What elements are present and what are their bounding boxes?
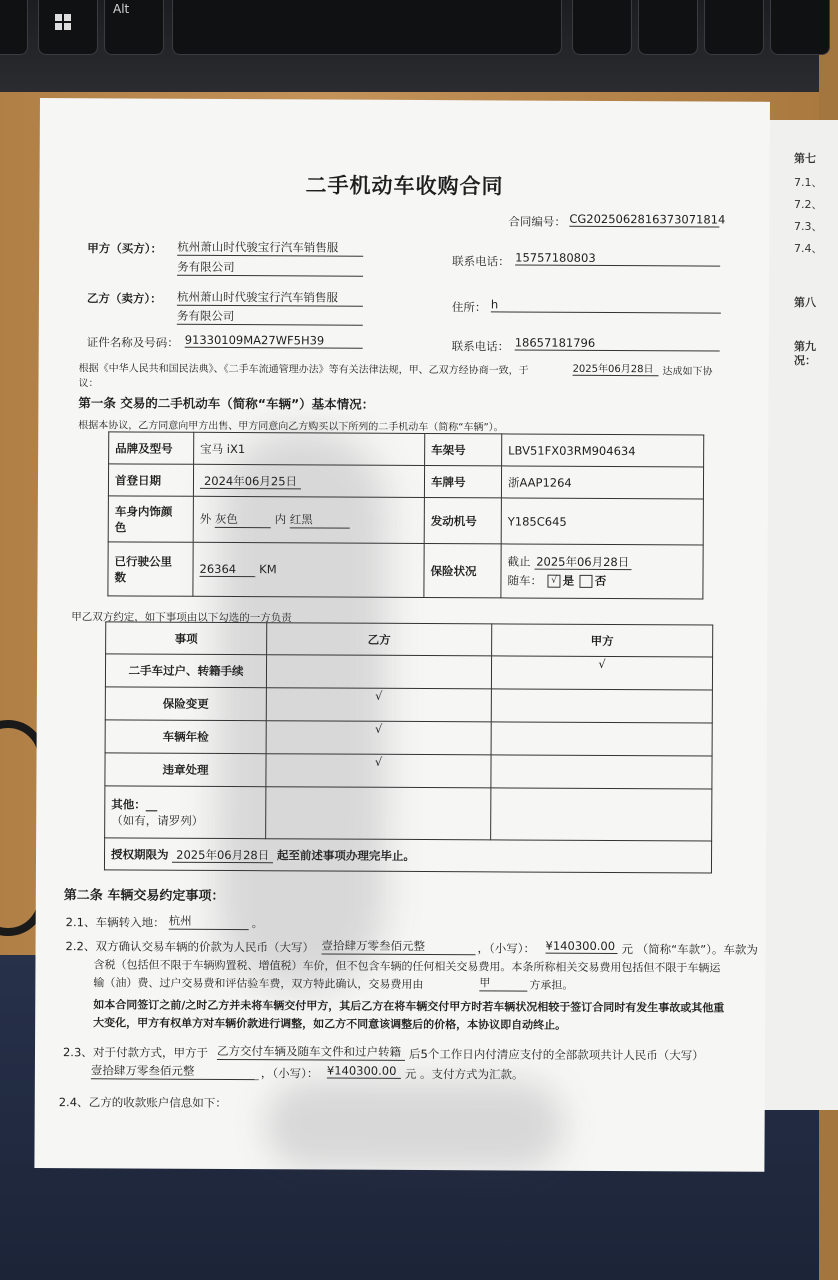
id-number: 91330109MA27WF5H39 bbox=[185, 333, 363, 349]
page2-line: 7.1、 bbox=[794, 176, 823, 189]
color-label-1: 车身内饰颜 bbox=[114, 503, 173, 519]
engine-label: 发动机号 bbox=[424, 498, 501, 544]
article1-intro: 根据本协议，乙方同意向甲方出售、甲方同意向乙方购买以下所列的二手机动车（简称“车辆”）。 bbox=[78, 420, 504, 434]
duty-b-mark: √ bbox=[266, 688, 491, 722]
alt-key bbox=[104, 0, 164, 55]
duty-header-b: 乙方 bbox=[267, 623, 492, 656]
reg-date-label: 首登日期 bbox=[108, 464, 193, 496]
price-uppercase: 壹拾肆万零叁佰元整 bbox=[322, 937, 476, 955]
contract-title: 二手机动车收购合同 bbox=[305, 173, 504, 199]
payment-condition: 乙方交付车辆及随车文件和过户转籍 bbox=[217, 1043, 405, 1061]
duty-item: 保险变更 bbox=[105, 687, 266, 721]
clause-2-2-text: 方承担。 bbox=[529, 978, 574, 992]
alt-key-label: Alt bbox=[113, 2, 130, 16]
insurance-until-date: 2025年06月28日 bbox=[534, 555, 631, 571]
duty-item: 车辆年检 bbox=[105, 720, 266, 754]
article1-title: 第一条 交易的二手机动车（简称“车辆”）基本情况： bbox=[78, 395, 375, 412]
other-note: （如有，请罗列） bbox=[111, 812, 204, 828]
contract-page bbox=[34, 98, 770, 1172]
with-car-label: 随车： bbox=[507, 573, 543, 588]
interior-color: 红黑 bbox=[290, 511, 350, 528]
party-b-address: h bbox=[491, 297, 721, 313]
windows-icon bbox=[55, 14, 71, 30]
duty-header-a: 甲方 bbox=[492, 624, 713, 657]
reg-date-value: 2024年06月25日 bbox=[200, 473, 301, 489]
plate-label: 车牌号 bbox=[424, 466, 501, 498]
duty-a-mark bbox=[491, 689, 712, 723]
exterior-label: 外 bbox=[199, 511, 212, 526]
no-checkbox[interactable] bbox=[580, 575, 593, 588]
hand-shadow bbox=[215, 429, 388, 990]
clause-2-2-text: 元 （简称“车款”）。车款为 bbox=[621, 942, 758, 957]
phone-label: 联系电话： bbox=[452, 254, 510, 269]
page2-line: 7.3、 bbox=[794, 220, 823, 233]
key bbox=[704, 0, 764, 55]
duty-b-mark: √ bbox=[266, 721, 491, 755]
no-label: 否 bbox=[594, 573, 607, 588]
party-a-name-1: 杭州萧山时代骏宝行汽车销售服 bbox=[177, 239, 363, 257]
clause-2-3-text: 后5个工作日内付清应支付的全部款项共计人民币（大写） bbox=[408, 1046, 704, 1063]
engine-value: Y185C645 bbox=[501, 498, 703, 545]
party-a-label: 甲方（买方）： bbox=[87, 241, 162, 256]
clause-2-2-bold: 大变化，甲方有权单方对车辆价款进行调整，如乙方不同意该调整后的价格，本协议即自动终止。 bbox=[93, 1016, 567, 1032]
payment-numeric: ¥140300.00 bbox=[327, 1064, 401, 1079]
key bbox=[638, 0, 698, 55]
hand-shadow bbox=[264, 1079, 564, 1171]
clause-number: 2.3、 bbox=[62, 1045, 93, 1060]
clause-2-3-end: 元 。支付方式为汇款。 bbox=[404, 1066, 524, 1082]
party-a-name-2: 务有限公司 bbox=[177, 259, 363, 277]
mileage-unit: KM bbox=[259, 562, 277, 577]
clause-number: 2.2、 bbox=[65, 939, 96, 954]
page2-line: 况： bbox=[794, 354, 816, 367]
page2-line: 第八 bbox=[794, 296, 816, 309]
duty-header-item: 事项 bbox=[106, 622, 267, 655]
clause-number: 2.1、 bbox=[65, 915, 96, 930]
insurance-cell bbox=[501, 544, 703, 599]
duty-a-mark bbox=[491, 722, 712, 756]
clause-number: 2.4、 bbox=[58, 1095, 89, 1110]
clause-2-2-text: 双方确认交易车辆的价款为人民币（大写） bbox=[95, 939, 315, 955]
plate-value: 浙AAP1264 bbox=[501, 466, 703, 499]
fee-payer: 甲 bbox=[479, 974, 527, 991]
clause-2-2-text: 含税（包括但不限于车辆购置税、增值税）车价，但不包含车辆的任何相关交易费用。本条所称相关交易费用包括但不限于车辆运 bbox=[93, 958, 721, 975]
preamble-text: 议： bbox=[78, 378, 99, 390]
mileage-value: 26364 bbox=[199, 562, 255, 577]
small-label: ，（小写）： bbox=[260, 1066, 319, 1081]
duty-a-mark bbox=[491, 755, 712, 789]
auth-tail: 起至前述事项办理完毕止。 bbox=[276, 847, 415, 863]
space-key bbox=[172, 0, 562, 55]
party-b-name-2: 务有限公司 bbox=[177, 308, 363, 326]
exterior-color: 灰色 bbox=[215, 511, 271, 528]
clause-2-2-bold: 如本合同签订之前/之时乙方并未将车辆交付甲方，其后乙方在将车辆交付甲方时若车辆状况相较于签订合同时有发生事故或其他重 bbox=[93, 998, 725, 1015]
keyboard bbox=[0, 0, 819, 92]
page2-line: 7.2、 bbox=[794, 198, 823, 211]
auth-label: 授权期限为 bbox=[111, 846, 169, 862]
price-numeric: ¥140300.00 bbox=[546, 939, 618, 954]
auth-cell bbox=[104, 838, 711, 873]
preamble-date: 2025年06月28日 bbox=[573, 360, 659, 376]
party-b-phone: 18657181796 bbox=[515, 335, 720, 351]
insurance-until-label: 截止 bbox=[507, 554, 531, 569]
mileage-label-1: 已行驶公里 bbox=[114, 553, 173, 569]
party-a-phone: 15757180803 bbox=[515, 250, 720, 266]
party-b-label: 乙方（卖方）： bbox=[86, 291, 162, 306]
page2-line: 第七 bbox=[794, 152, 816, 165]
duty-intro: 甲乙双方约定，如下事项由以下勾选的一方负责 bbox=[71, 611, 292, 625]
small-label: ，（小写）： bbox=[477, 941, 536, 956]
duty-b-mark: √ bbox=[266, 754, 491, 788]
clause-2-4-text: 乙方的收款账户信息如下： bbox=[88, 1095, 227, 1110]
auth-date: 2025年06月28日 bbox=[172, 847, 273, 863]
page2-line: 第九 bbox=[794, 340, 816, 353]
vehicle-table bbox=[107, 431, 704, 599]
transfer-city: 杭州 bbox=[169, 913, 249, 930]
key bbox=[0, 0, 28, 55]
clause-2-1-end: 。 bbox=[251, 916, 264, 931]
color-label-cell bbox=[108, 496, 193, 542]
contract-number: CG2025062816373071814 bbox=[569, 211, 726, 227]
preamble-text: 达成如下协 bbox=[662, 366, 713, 378]
interior-label: 内 bbox=[274, 512, 287, 527]
duty-item: 违章处理 bbox=[105, 753, 266, 787]
article2-title: 第二条 车辆交易约定事项： bbox=[63, 888, 225, 904]
address-label: 住所： bbox=[451, 300, 487, 315]
key bbox=[572, 0, 632, 55]
clause-2-1-text: 车辆转入地： bbox=[95, 915, 165, 930]
frame-value: LBV51FX03RM904634 bbox=[502, 434, 704, 467]
second-page bbox=[758, 120, 838, 1110]
yes-checkbox[interactable]: √ bbox=[548, 575, 561, 588]
duty-a-mark: √ bbox=[491, 656, 712, 690]
contract-number-label: 合同编号： bbox=[508, 214, 566, 229]
windows-key bbox=[38, 0, 98, 55]
brand-label: 品牌及型号 bbox=[109, 432, 194, 464]
frame-label: 车架号 bbox=[425, 434, 502, 466]
insurance-label: 保险状况 bbox=[424, 544, 501, 598]
page2-line: 7.4、 bbox=[794, 242, 823, 255]
duty-item: 二手车过户、转籍手续 bbox=[105, 654, 266, 688]
yes-label: 是 bbox=[562, 573, 575, 588]
clause-2-2-text: 输（油）费、过户交易费和评估验车费，双方特此确认，交易费用由 bbox=[93, 976, 424, 992]
key bbox=[770, 0, 830, 55]
preamble-text: 根据《中华人民共和国民法典》、《二手车流通管理办法》等有关法律法规，甲、乙双方经协商一致，于 bbox=[78, 363, 529, 377]
brand-value: 宝马 iX1 bbox=[194, 432, 425, 465]
id-label: 证件名称及号码： bbox=[86, 335, 179, 350]
clause-2-3-text: 对于付款方式，甲方于 bbox=[92, 1045, 209, 1060]
other-label: 其他：__ bbox=[111, 796, 158, 812]
party-b-name-1: 杭州萧山时代骏宝行汽车销售服 bbox=[177, 289, 363, 307]
payment-uppercase: 壹拾肆万零叁佰元整 bbox=[91, 1062, 259, 1080]
other-a bbox=[491, 788, 712, 841]
mileage-label-cell bbox=[108, 542, 193, 596]
color-label-2: 色 bbox=[114, 519, 127, 534]
phone-label: 联系电话： bbox=[451, 339, 510, 354]
mileage-label-2: 数 bbox=[114, 569, 127, 584]
duty-table bbox=[104, 621, 713, 873]
